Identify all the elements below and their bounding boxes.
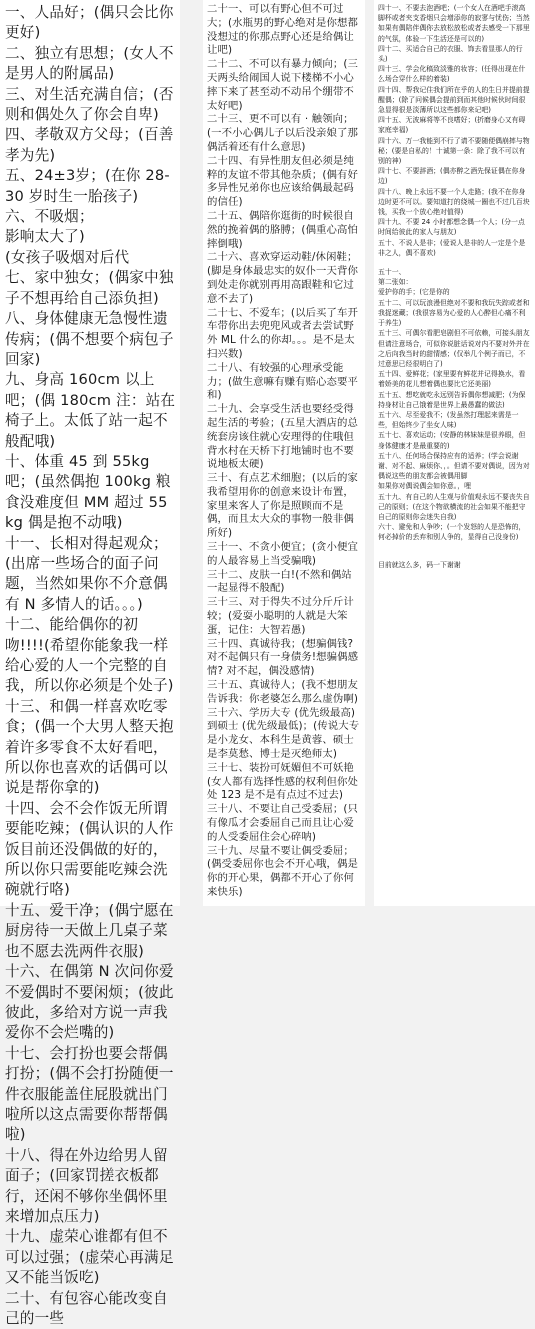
text-line: 二十八、有较强的心理承受能力；(做生意嘛有赚有赔心态要平和) <box>207 361 359 402</box>
text-line: 二十二、不可以有暴力倾向；(三天两头给闹国人说下楼梯不小心摔下来了甚至动不动吊个绷带不太好吧) <box>207 58 359 112</box>
text-line: 七、家中独女；(偶家中独子不想再给自己添负担) <box>5 269 174 307</box>
text-line: (女人都有选择性感的权利但你处处 123 是不是有点过不过去) <box>207 775 359 802</box>
text-line: 三十六、学历大专 (优先级最高)到硕士 (优先级最低)；(传说大专是小龙女、本科生是黄蓉、硕士是李莫愁、博士是灭绝师太) <box>207 706 360 761</box>
text-line: 二十三、更不可以有 · 触领向；(一不小心偶儿子以后没亲娘了那偶活着还有什么意思) <box>207 113 359 153</box>
text-line: 十、体重 45 到 55kg 吧；(虽然偶抱 100kg 粮食没难度但 MM 超过 55kg 偶是抱不动哦) <box>5 452 171 532</box>
text-line: 六十、避免和人争吵；(一个发怒的人是恐怖的，何必掉价的丢弃和别人争的，显得自己没身份) <box>378 523 526 542</box>
text-line: 一、人品好；(偶只会比你更好) <box>5 4 174 42</box>
text-line: 四十八、晚上永远不要一个人走路；(我不在你身边时更不可以。要知道打的绕城一圈也不过几百块钱，买我一个放心绝对值得) <box>378 187 530 217</box>
text-line: 四十四、帮我记住我们所在乎的人的生日并提前提醒偶；(除了问候偶会提前到而其他时候伙时间很急显得很是淡薄所以这些都你来记吧) <box>378 85 530 115</box>
spacer <box>378 258 531 267</box>
text-line: 三十二、皮肤一白!(不然和偶站一起显得不般配) <box>207 568 352 595</box>
text-line: 四十九、不要 24 小时都想念偶一个人；(分一点时间给彼此的家人与朋友) <box>378 218 525 237</box>
column-3 <box>374 0 535 906</box>
text-line: 三十七、装扮可妩媚但不可妖艳 <box>207 761 354 774</box>
text-line: 四、孝敬双方父母；(百善孝为先) <box>5 126 174 164</box>
text-line: 爱护你的手；(它是你的 <box>378 288 450 297</box>
text-line: 五十七、喜欢运动；(安静的林妹妹是很养眼，但身体健康才是最重要的) <box>378 431 526 450</box>
text-line: 二十五、偶陪你逛街的时候很自然的挽着偶的胳膊；(偶重心高怕摔倒哦) <box>207 209 359 250</box>
text-line: 四十三、学会化稿致淡雅的妆容；(任得出现在什么场合穿什么样的着装) <box>378 65 526 84</box>
text-line: 十八、得在外边给男人留面子；(回家罚搓衣板都行，还闲不够你坐偶怀里来增加点压力) <box>5 1146 168 1225</box>
text-line: 影响太大了) <box>5 228 85 246</box>
text-line: 二十四、有异性朋友但必须是纯粹的友谊不带其他杂质；(偶有好多异性兄弟你也应该给偶最起码的信任) <box>207 154 359 209</box>
text-line: 五十五、想吃就吃永远别告诉偶你想减肥；(为保持身材让自己饿着是世界上最愚蠢的做法) <box>378 390 526 409</box>
text-line: 三、对生活充满自信；(否则和偶处久了你会自卑) <box>5 85 174 124</box>
column-1 <box>0 0 180 1327</box>
spacer <box>378 543 531 552</box>
text-line: 四十二、买适合自己的衣服、饰去看显那人的行头) <box>378 44 523 64</box>
text-line: 四十一、不要去泡酒吧；(一个女人在酒吧手滚高脚杯或者夹支香烟只会增添你的寂寥与忧伤；当然如果有偶陪伴偶你去放松放松或者去感受一下那里的气氛，体验一下生活还是可以的) <box>378 4 530 43</box>
text-line: 十四、会不会作饭无所谓要能吃辣；(偶认识的人作饭目前还没偶做的好的，所以你只需要能吃辣会洗碗就行咯) <box>5 799 174 899</box>
text-line: 三十四、真诚待我；(想骗偶钱?对不起偶只有一身债务!想骗偶感情? 对不起，偶没感情) <box>207 637 359 678</box>
text-line: 九、身高 160cm 以上吧；(偶 180cm 注：站在椅子上。太低了站一起不般配哦) <box>5 371 176 450</box>
text-line: 五十四、爱鲜花；(家里要有鲜花并记得换水，看着娇美的花儿想着偶也要比它还美丽) <box>378 370 526 389</box>
text-line: 五十八、任何场合保持应有的适养；(学会说谢谢、对不起、麻烦你、，。但请不要对偶说，因为对偶说这些的朋友都会被偶用脚 <box>378 451 530 481</box>
text-line: 二、独立有思想；(女人不是男人的附属品) <box>5 44 174 83</box>
text-line: 八、身体健康无急慢性遗传病；(偶不想要个病包子回家) <box>5 310 174 368</box>
text-line: 五、24±3岁；(在你 28-30 岁时生一胎孩子) <box>5 167 170 205</box>
text-line: 二十九、会享受生活也要经受得起生活的考验；(五星大酒店的总统套房该住就心安理得的住哦但背水村在天桥下打地铺时也不要说地板太硬) <box>207 403 359 471</box>
text-line: 十六、在偶第 N 次问你爱不爱偶时不要闲烦；(彼此彼此，多给对方说一声我爱你不会烂嘴的) <box>5 963 174 1042</box>
text-line: 三十五、真诚待人；(我不想朋友告诉我：你老婆怎么那么虚伪啊) <box>207 679 359 705</box>
text-line: 三十九、尽量不要让偶受委屈；(偶受委屈你也会不开心哦，偶是你的开心果，偶都不开心了你何来快乐) <box>207 844 359 898</box>
text-line: 三十一、不贪小便宜；(贪小便宜的人最容易上当受骗哦) <box>207 541 359 567</box>
text-line: 二十六、喜欢穿运动鞋/休闲鞋；(脚是身体最忠实的奴仆一天背你到处走你就别再用高跟鞋和它过意不去了) <box>207 251 359 305</box>
text-line: 五十一、 <box>378 268 406 277</box>
text-line: 二十、有包容心能改变自己的一些 <box>5 1289 168 1327</box>
text-line: 四十五、无波麻将等不良嗜好；(折磨身心又有碍家庭幸福) <box>378 116 526 135</box>
text-line: 二十七、不爱车；(以后买了车开车带你出去兜兜风或者去尝试野外 ML 什么的你却。。。是不是太扫兴数) <box>207 306 359 360</box>
text-line: 五十二、可以玩浪漫但绝对不要和我玩失踪或者和我捉迷藏；(我很容易为心爱的人心醉但心痛不利于养生) <box>378 298 530 328</box>
text-line: 第二张如： <box>378 278 413 287</box>
text-line: 四十七、不要辞酒；(偶亦醉之酒先保证偶在你身边) <box>378 167 526 186</box>
text-line: 十七、会打扮也要会帮偶打扮；(偶不会打扮随便一件衣服能盖住屁股就出门啦所以这点需要你帮帮偶啦) <box>5 1044 174 1144</box>
text-line: 十五、爱干净；(偶宁愿在厨房待一天做上几桌子菜也不愿去洗两件衣服) <box>5 901 174 960</box>
text-line: 五十、不说人是非；(爱说人是非的人一定是个是非之人，偶不喜欢) <box>378 238 526 257</box>
text-line: 六、不吸烟； <box>5 208 94 226</box>
footer-note: 目前就这么多，码一下谢谢 <box>378 560 461 569</box>
text-line: 三十八、不要让自己受委屈；(只有像瓜才会委屈自己而且让心爱的人受委屈住会心碎呐) <box>207 803 359 843</box>
text-line: 五十九、有自己的人生观与价值观永远不要丧失自己的原则；(在这个物欲横流的社会如果不能把守自己的原则你会迷失自我) <box>378 492 530 521</box>
text-line: 十三、和偶一样喜欢吃零食；(偶一个大男人整天抱着许多零食不太好看吧，所以你也喜欢的话偶可以说是帮你拿的) <box>5 697 174 797</box>
text-line: 三十三、对于得失不过分斤斤计较；(爱耍小聪明的人就是大笨蛋，记住：大智若愚) <box>207 596 354 636</box>
text-line: 三十、有点艺术细胞；(以后的家我希望用你的创意来设计布置，家里来客人了你是照顾而不是偶，而且太大众的事物一般非偶所好) <box>207 472 359 540</box>
text-line: 如果你对偶说偶会如你意。，哩 <box>378 482 472 491</box>
text-line: 五十六、尽至爱我不；(发虽然打理起来需是一些，但始终少了坐女人味) <box>378 410 519 430</box>
text-line: 二十一、可以有野心但不可过大；(水瓶男的野心绝对是你想都没想过的你那点野心还是给偶让让吧) <box>207 3 359 57</box>
text-line: 四十六、万一我能到不行了请不要随便偶崩摔与物秘；(要是自私的！十诚第一条：除了我不可以有别的神) <box>378 136 530 166</box>
text-line: 十一、长相对得起观众；(出席一些场合的面子问题，当然如果你不介意偶有 N 多情人的话。。。) <box>5 534 168 613</box>
column-2 <box>203 0 365 906</box>
text-line: 五十三、可偶尔看肥皂剧但不可依赖，可接头朋友但请注意场合，可似你说脏话说对内不要对外并在之后向我当时的甜情感；(仅举几个例子而已，不过意思已经很明白了) <box>378 329 530 368</box>
text-line: (女孩子吸烟对后代 <box>5 248 130 266</box>
text-line: 十二、能给偶你的初吻!!!!(希望你能象我一样给心爱的人一个完整的自我，所以你必须是个处子) <box>5 616 174 695</box>
text-line: 十九、虚荣心谁都有但不可以过强；(虚荣心再满足又不能当饭吃) <box>5 1228 174 1287</box>
